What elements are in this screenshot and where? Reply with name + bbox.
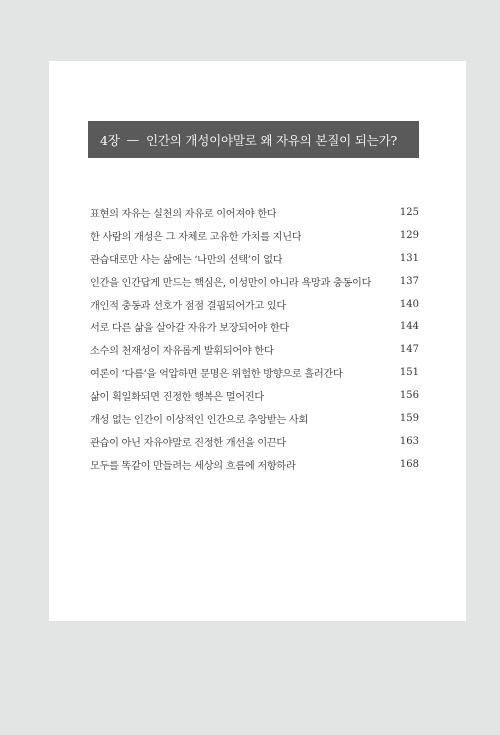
toc-entry-title: 삶이 획일화되면 진정한 행복은 멀어진다 xyxy=(90,392,264,404)
toc-entry-title: 서로 다른 삶을 살아갈 자유가 보장되어야 한다 xyxy=(90,323,289,335)
toc-entry-title: 관습대로만 사는 삶에는 ‘나만의 선택’이 없다 xyxy=(90,254,283,266)
toc-entry[interactable] xyxy=(90,224,419,247)
toc-entry[interactable] xyxy=(90,247,419,270)
toc-entry-page: 163 xyxy=(399,435,419,447)
toc-entry-page: 168 xyxy=(399,458,419,470)
book-page xyxy=(49,61,466,621)
toc-entry-title: 소수의 천재성이 자유롭게 발휘되어야 한다 xyxy=(90,346,274,358)
toc-entry-title: 개성 없는 인간이 이상적인 인간으로 추앙받는 사회 xyxy=(90,414,308,426)
toc-entry-page: 159 xyxy=(399,412,419,424)
toc-entry-title: 한 사람의 개성은 그 자체로 고유한 가치를 지닌다 xyxy=(90,231,302,243)
chapter-banner xyxy=(88,121,419,158)
table-of-contents xyxy=(90,201,419,476)
toc-entry[interactable] xyxy=(90,384,419,407)
toc-entry[interactable] xyxy=(90,453,419,476)
toc-entry-page: 156 xyxy=(399,390,419,402)
toc-entry-page: 147 xyxy=(399,344,419,356)
chapter-dash: — xyxy=(126,132,139,147)
toc-entry-page: 131 xyxy=(399,252,419,264)
toc-entry-title: 관습이 아닌 자유야말로 진정한 개선을 이끈다 xyxy=(90,437,286,449)
toc-entry-page: 129 xyxy=(399,229,419,241)
chapter-title: 인간의 개성이야말로 왜 자유의 본질이 되는가? xyxy=(145,132,397,148)
toc-entry-page: 140 xyxy=(399,298,419,310)
toc-entry-title: 표현의 자유는 실천의 자유로 이어져야 한다 xyxy=(90,208,277,220)
toc-entry[interactable] xyxy=(90,201,419,224)
toc-entry-page: 137 xyxy=(399,275,419,287)
toc-entry-title: 인간을 인간답게 만드는 핵심은, 이성만이 아니라 욕망과 충동이다 xyxy=(90,277,372,289)
toc-entry[interactable] xyxy=(90,315,419,338)
toc-entry[interactable] xyxy=(90,270,419,293)
toc-entry-title: 여론이 ‘다름’을 억압하면 문명은 위험한 방향으로 흘러간다 xyxy=(90,369,343,381)
chapter-number: 4장 xyxy=(100,132,120,148)
toc-entry-page: 125 xyxy=(399,206,419,218)
toc-entry-page: 151 xyxy=(399,367,419,379)
toc-entry[interactable] xyxy=(90,407,419,430)
toc-entry-title: 개인적 충동과 선호가 점점 결핍되어가고 있다 xyxy=(90,300,286,312)
toc-entry-page: 144 xyxy=(399,321,419,333)
toc-entry[interactable] xyxy=(90,338,419,361)
toc-entry-title: 모두를 똑같이 만들려는 세상의 흐름에 저항하라 xyxy=(90,460,296,472)
toc-entry[interactable] xyxy=(90,430,419,453)
toc-entry[interactable] xyxy=(90,293,419,316)
toc-entry[interactable] xyxy=(90,361,419,384)
